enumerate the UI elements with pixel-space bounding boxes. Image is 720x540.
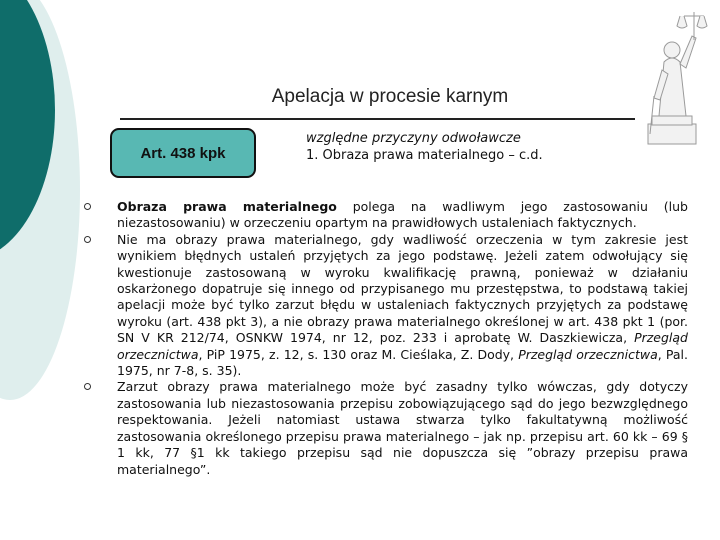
list-item bbox=[117, 232, 688, 380]
article-label: Art. 438 kpk bbox=[140, 145, 226, 162]
hollow-circle-bullet-icon bbox=[84, 383, 91, 390]
list-item bbox=[117, 199, 688, 232]
title-divider bbox=[120, 118, 635, 120]
article-label-box bbox=[110, 128, 256, 178]
appeal-grounds-item: 1. Obraza prawa materialnego – c.d. bbox=[306, 148, 543, 163]
appeal-grounds-heading bbox=[306, 130, 543, 164]
background-accent-dark bbox=[0, 0, 55, 260]
bullet-list bbox=[117, 199, 688, 478]
text-run: Zarzut obrazy prawa materialnego może być zasadny tylko wówczas, gdy dotyczy zastosowania lub niezastosowania przepisu zobowiązującego sąd do jego bezwzględnego respektowania. Jeżeli natomiast ustawa stwarza tylko fakultatywną możliwość zastosowania określonego przepisu prawa materialnego – jak np. przepisu art. 60 kk – 69 § 1 kk, 77 §1 kk takiego przepisu sąd nie dopuszcza się ”obrazy przepisu prawa materialnego”. bbox=[117, 379, 688, 477]
hollow-circle-bullet-icon bbox=[84, 203, 91, 210]
appeal-grounds-title: względne przyczyny odwoławcze bbox=[306, 131, 521, 146]
slide-title: Apelacja w procesie karnym bbox=[271, 86, 509, 107]
text-run: Nie ma obrazy prawa materialnego, gdy wadliwość orzeczenia w tym zakresie jest wynikiem błędnych ustaleń przyjętych za jego podstawę. Jeżeli zatem odwołujący się kwestionuje zastosowaną w wyroku kwalifikację prawną, ponieważ w działaniu oskarżonego dopatruje się innego od przypisanego mu przestępstwa, to podstawą takiej apelacji może być tylko zarzut błędu w ustaleniach faktycznych przyjętych za podstawę wyroku (art. 438 pkt 3), a nie obrazy prawa materialnego określonej w art. 438 pkt 1 (por. SN V KR 212/74, OSNKW 1974, nr 12, poz. 233 i aprobatę W. Daszkiewicza, Przegląd orzecznictwa, PiP 1975, z. 12, s. 130 oraz M. Cieślaka, Z. Dody, Przegląd orzecznictwa, Pal. 1975, nr 7-8, s. 35). bbox=[117, 231, 689, 379]
hollow-circle-bullet-icon bbox=[84, 236, 91, 243]
justice-statue-icon bbox=[632, 0, 712, 148]
list-item bbox=[117, 379, 688, 477]
text-run: Obraza prawa materialnego polega na wadliwym jego zastosowaniu (lub niezastosowaniu) w orzeczeniu opartym na prawidłowych ustaleniach faktycznych. bbox=[117, 199, 688, 231]
